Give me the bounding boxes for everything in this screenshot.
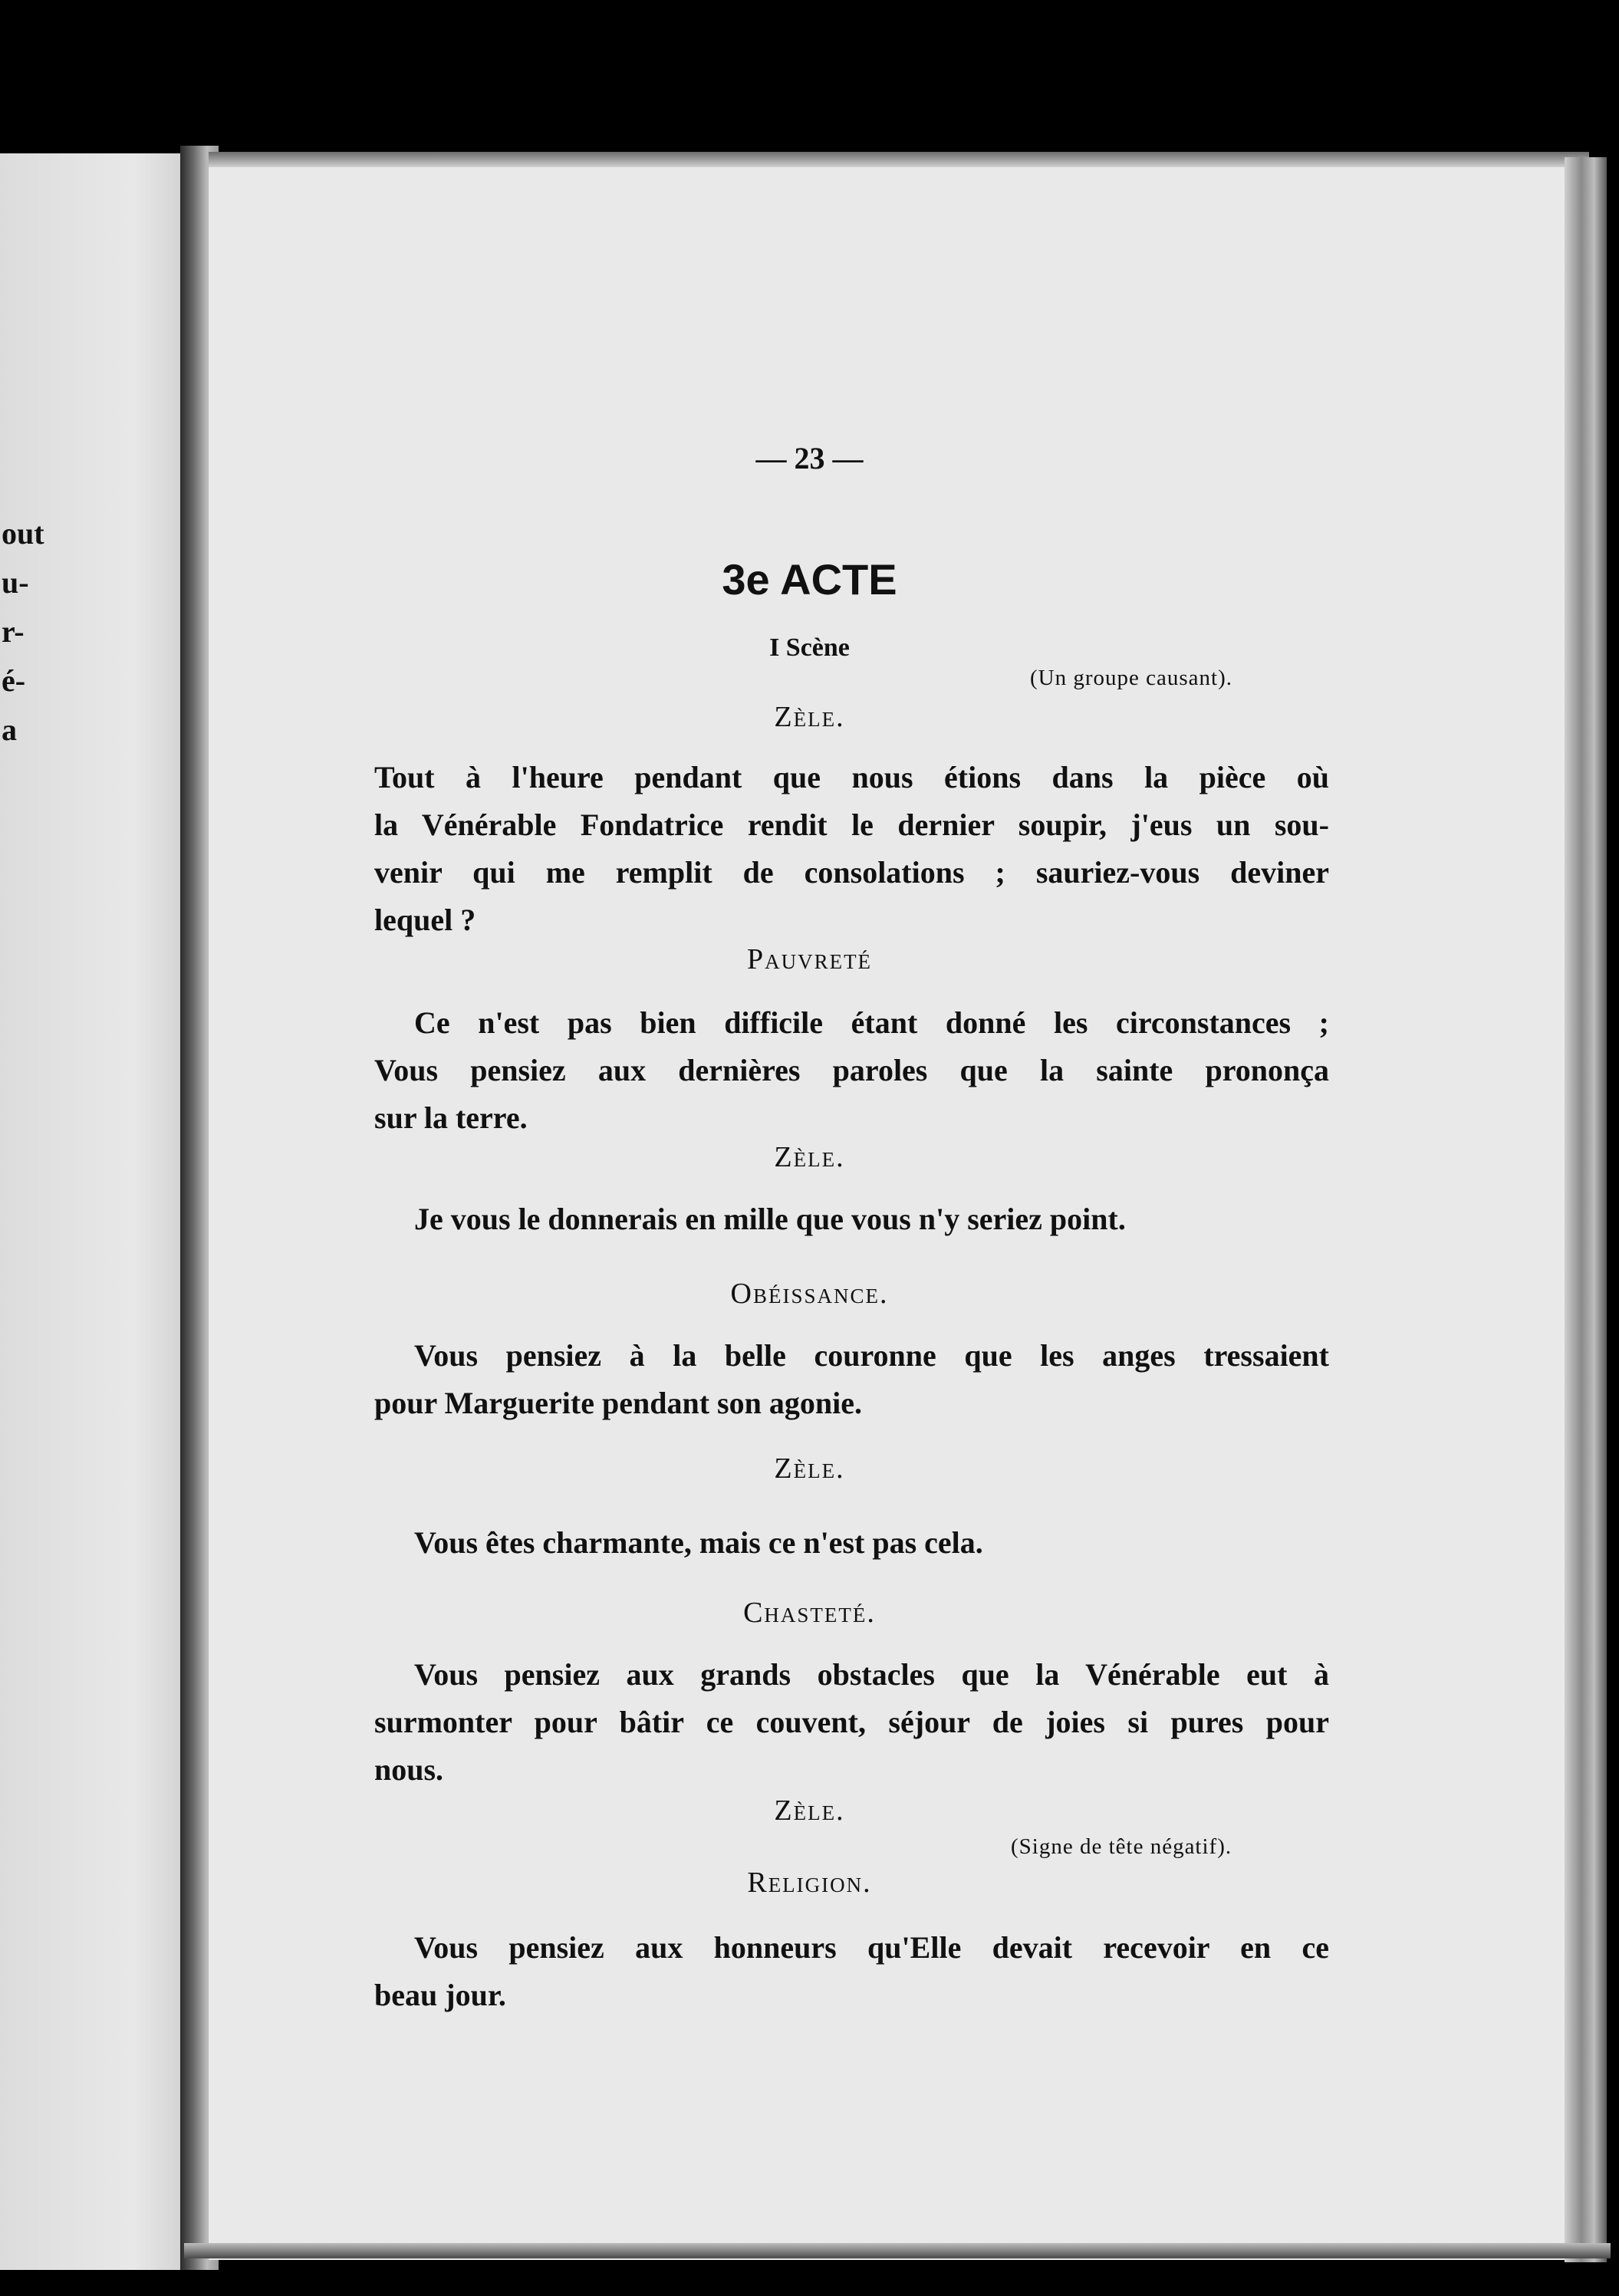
speech-line: Tout à l'heure pendant que nous étions dans la pièce où: [374, 760, 1329, 794]
speech-line: Vous pensiez aux dernières paroles que la sainte prononça: [374, 1053, 1329, 1087]
speech-line: surmonter pour bâtir ce couvent, séjour de joies si pures pour: [374, 1705, 1329, 1739]
speaker-name: Zèle.: [774, 1794, 845, 1827]
speech-line: nous.: [374, 1752, 444, 1787]
left-page-text: u-: [2, 565, 29, 600]
stage-direction: (Signe de tête négatif).: [1011, 1834, 1232, 1859]
page-bottom-edge: [184, 2243, 1611, 2258]
speech-line: sur la terre.: [374, 1100, 528, 1135]
speech-line: Vous pensiez à la belle couronne que les anges tressaient: [414, 1338, 1329, 1373]
speaker-name: Zèle.: [774, 701, 845, 733]
speech-line: Ce n'est pas bien difficile étant donné les circonstances ;: [414, 1005, 1329, 1040]
speech-line: la Vénérable Fondatrice rendit le dernier soupir, j'eus un sou-: [374, 808, 1329, 842]
speaker-name: Zèle.: [774, 1452, 845, 1485]
speech-line: Vous êtes charmante, mais ce n'est pas cela.: [414, 1525, 983, 1560]
speech-line: Vous pensiez aux honneurs qu'Elle devait recevoir en ce: [414, 1930, 1329, 1965]
left-page-text: a: [2, 712, 17, 747]
act-title: 3e ACTE: [722, 555, 897, 604]
speech-line: venir qui me remplit de consolations ; sauriez-vous deviner: [374, 855, 1329, 890]
speech-line: lequel ?: [374, 903, 476, 937]
page-top-edge: [209, 152, 1589, 167]
speaker-name: Religion.: [747, 1867, 872, 1899]
left-page-text: é-: [2, 663, 26, 698]
left-page-text: out: [2, 516, 44, 551]
scene-title: I Scène: [769, 633, 850, 662]
stage-direction: (Un groupe causant).: [1030, 666, 1232, 690]
left-page-text: r-: [2, 614, 25, 649]
speaker-name: Chasteté.: [743, 1597, 876, 1629]
speech-line: Je vous le donnerais en mille que vous n'y seriez point.: [414, 1202, 1126, 1236]
speaker-name: Pauvreté: [746, 943, 873, 975]
speech-line: beau jour.: [374, 1978, 506, 2012]
page-number: — 23 —: [755, 441, 864, 475]
speech-line: Vous pensiez aux grands obstacles que la Vénérable eut à: [414, 1657, 1329, 1692]
speaker-name: Zèle.: [774, 1141, 845, 1173]
speech-line: pour Marguerite pendant son agonie.: [374, 1386, 862, 1420]
speaker-name: Obéissance.: [730, 1278, 889, 1310]
